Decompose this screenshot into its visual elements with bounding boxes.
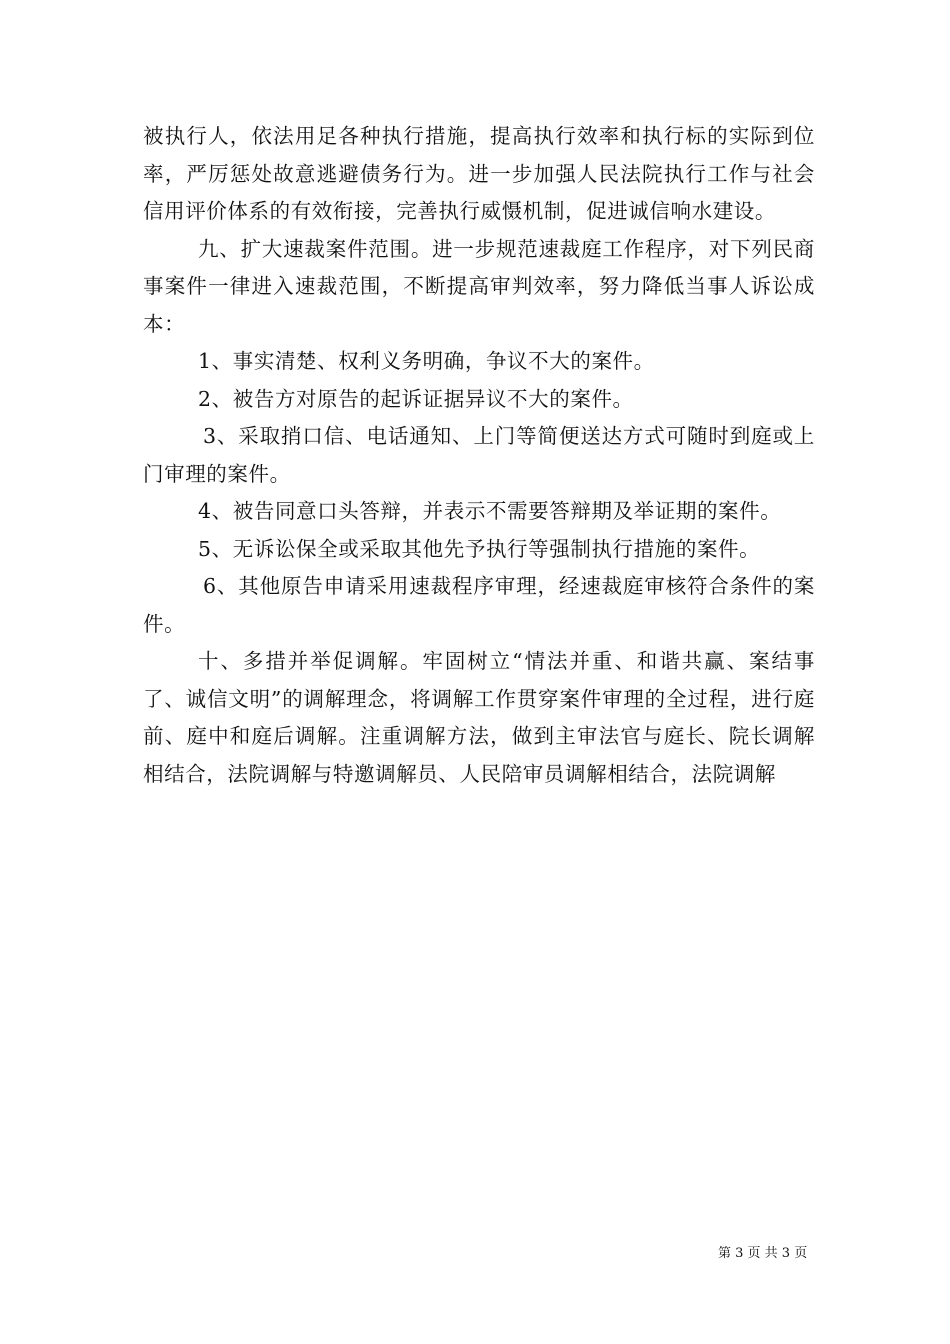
list-item-2: 2、被告方对原告的起诉证据异议不大的案件。	[198, 386, 634, 411]
list-item-6: 6、其他原告申请采用速裁程序审理，经速裁庭审核符合条件的案件。	[143, 574, 815, 636]
list-item-5: 5、无诉讼保全或采取其他先予执行等强制执行措施的案件。	[198, 536, 761, 561]
list-item-1: 1、事实清楚、权利义务明确，争议不大的案件。	[198, 349, 655, 373]
list-item-4: 4、被告同意口头答辩，并表示不需要答辩期及举证期的案件。	[198, 499, 782, 523]
paragraph-section-9: 九、扩大速裁案件范围。进一步规范速裁庭工作程序，对下列民商事案件一律进入速裁范围，不断提高审判效率，努力降低当事人诉讼成本：	[143, 236, 815, 336]
list-item-3: 3、采取捎口信、电话通知、上门等简便送达方式可随时到庭或上门审理的案件。	[143, 424, 815, 486]
paragraph-section-10: 十、多措并举促调解。牢固树立“情法并重、和谐共赢、案结事了、诚信文明”的调解理念，将调解工作贯穿案件审理的全过程，进行庭前、庭中和庭后调解。注重调解方法，做到主审法官与庭长、院长调解相结合，法院调解与特邀调解员、人民陪审员调解相结合，法院调解	[143, 649, 815, 786]
paragraph-enforcement: 被执行人，依法用足各种执行措施，提高执行效率和执行标的实际到位率，严厉惩处故意逃避债务行为。进一步加强人民法院执行工作与社会信用评价体系的有效衔接，完善执行威慑机制，促进诚信响水建设。	[143, 124, 815, 223]
document-body	[143, 118, 815, 793]
page-number: 第 3 页 共 3 页	[718, 1246, 808, 1261]
